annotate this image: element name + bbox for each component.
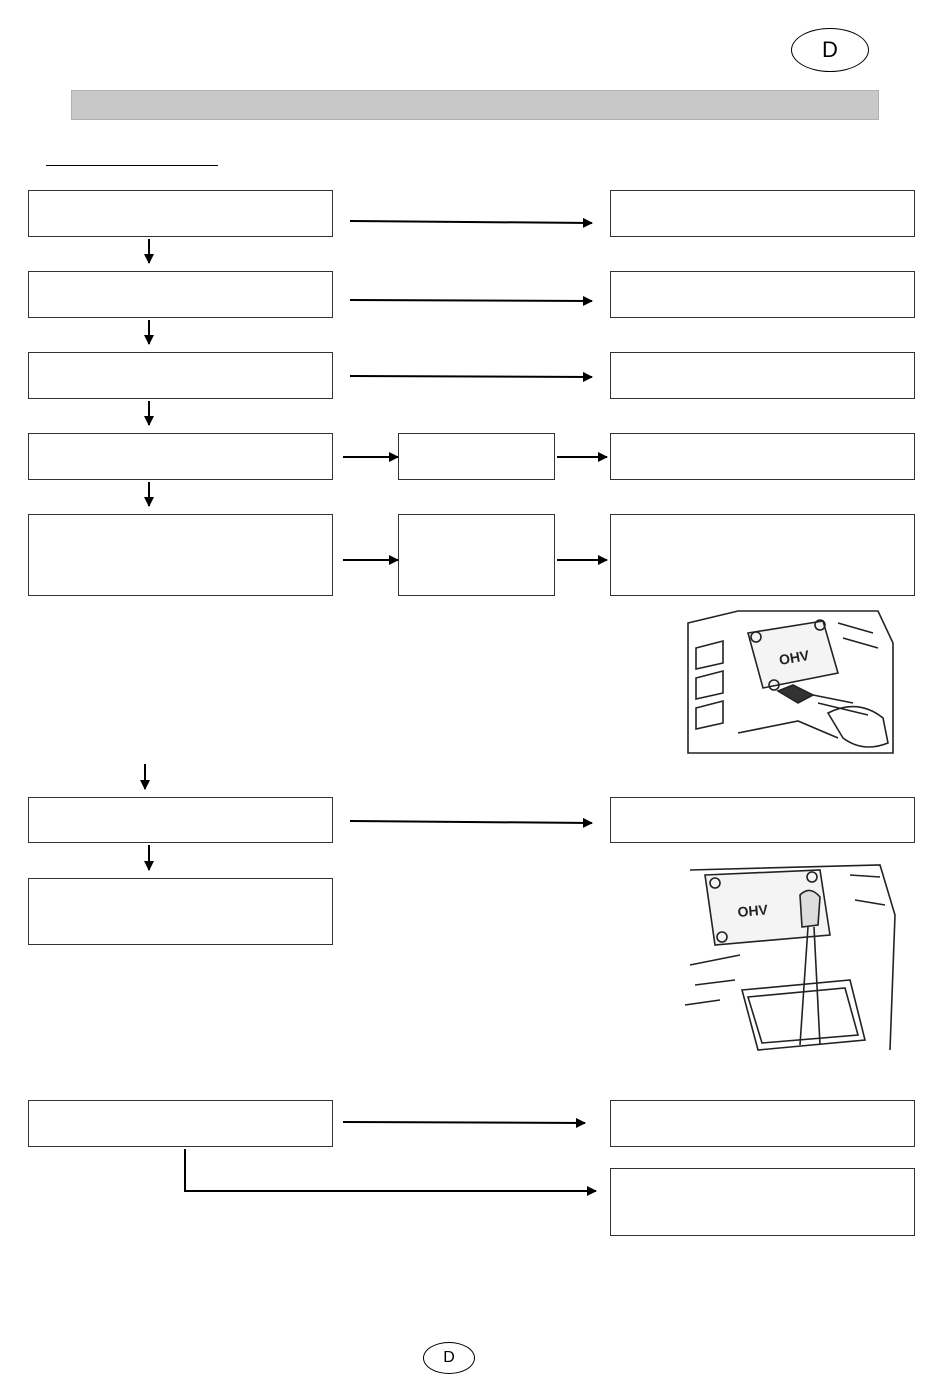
language-badge-top-text: D: [822, 37, 838, 62]
fuel-drain-illustration: [680, 855, 902, 1055]
engine-label-1: OHV: [777, 646, 811, 668]
engine-label-2: OHV: [736, 901, 769, 920]
language-badge-bottom: [423, 1342, 475, 1374]
arrow-right-8a: [343, 1122, 585, 1123]
arrow-right-3: [350, 376, 592, 377]
language-badge-bottom-text: D: [443, 1349, 455, 1366]
spark-plug-check-illustration: [678, 603, 900, 763]
arrow-right-2: [350, 300, 592, 301]
arrow-right-1: [350, 221, 592, 223]
arrow-elbow-8b: [185, 1149, 596, 1191]
arrow-right-6: [350, 821, 592, 823]
